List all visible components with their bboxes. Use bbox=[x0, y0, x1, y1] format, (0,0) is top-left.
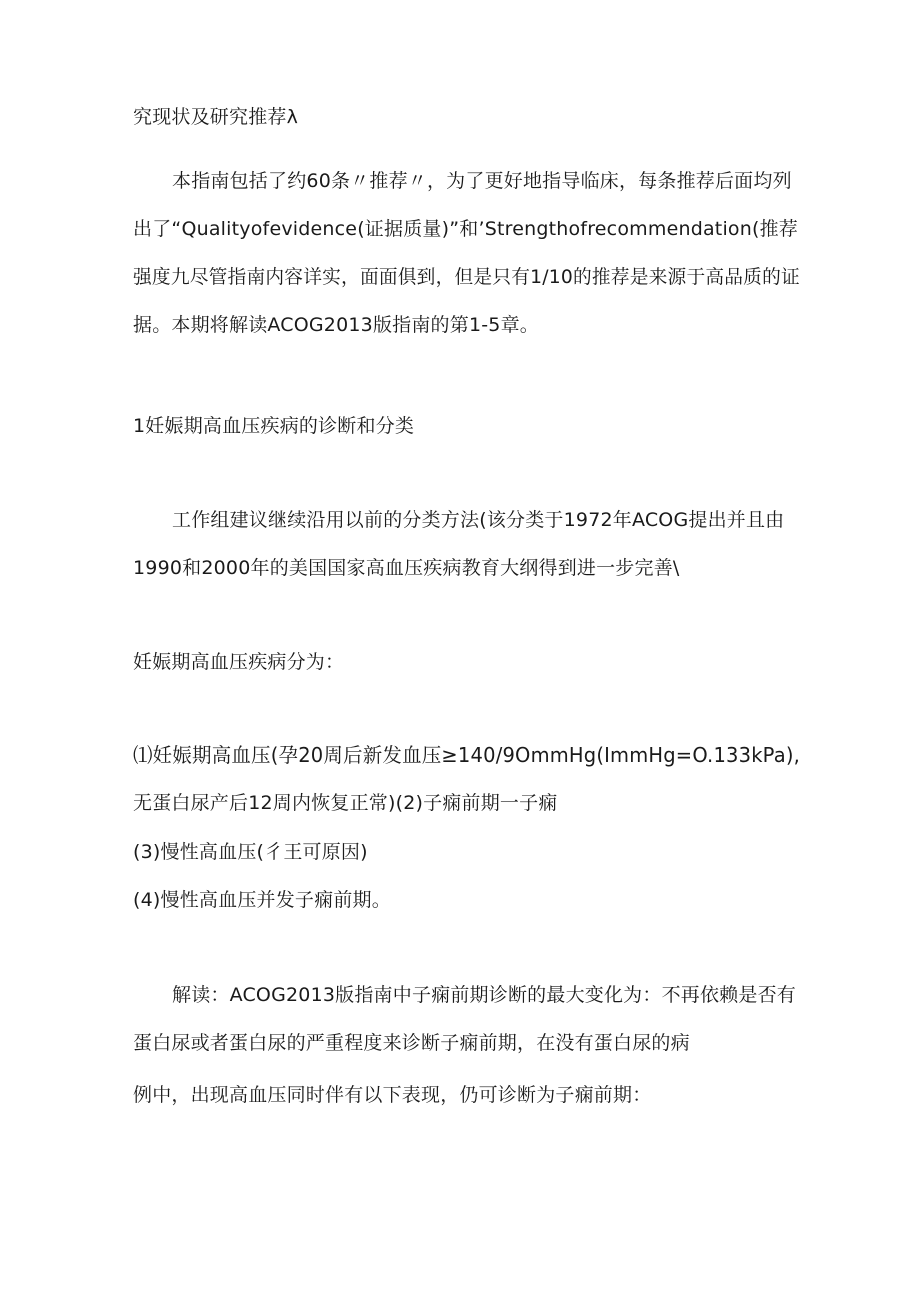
classification-intro: 妊娠期高血压疾病分为： bbox=[133, 651, 345, 673]
paragraph-intro-line-1: 本指南包括了约60条〃推荐〃，为了更好地指导临床，每条推荐后面均列 bbox=[172, 170, 792, 192]
text-line-research-status: 究现状及研究推荐λ bbox=[133, 106, 299, 128]
classification-item-4: (4)慢性高血压并发子痫前期。 bbox=[133, 889, 391, 911]
paragraph-intro-line-3: 强度九尽管指南内容详实，面面俱到，但是只有1/10的推荐是来源于高品质的证 bbox=[133, 266, 800, 288]
paragraph-interpretation-line-2: 蛋白尿或者蛋白尿的严重程度来诊断子痫前期，在没有蛋白尿的病 bbox=[133, 1032, 690, 1054]
paragraph-interpretation-line-3: 例中，出现高血压同时伴有以下表现，仍可诊断为子痫前期： bbox=[133, 1084, 652, 1106]
classification-item-3: (3)慢性高血压(彳王可原因) bbox=[133, 841, 368, 863]
section-heading-1: 1妊娠期高血压疾病的诊断和分类 bbox=[133, 415, 415, 437]
paragraph-workgroup-line-1: 工作组建议继续沿用以前的分类方法(该分类于1972年ACOG提出并且由 bbox=[172, 509, 785, 531]
paragraph-intro-line-2: 出了“Qualityofevidence(证据质量)”和’Strengthofrecommendation(推荐 bbox=[133, 218, 799, 240]
classification-item-1-line-1: ⑴妊娠期高血压(孕20周后新发血压≥140/9OmmHg(ImmHg=O.133kPa), bbox=[133, 743, 801, 767]
paragraph-intro-line-4: 据。本期将解读ACOG2013版指南的第1-5章。 bbox=[133, 314, 539, 336]
paragraph-interpretation-line-1: 解读：ACOG2013版指南中子痫前期诊断的最大变化为：不再依赖是否有 bbox=[172, 984, 796, 1006]
classification-item-1-line-2: 无蛋白尿产后12周内恢复正常)(2)子痫前期一子痫 bbox=[133, 792, 558, 814]
paragraph-workgroup-line-2: 1990和2000年的美国国家高血压疾病教育大纲得到进一步完善\ bbox=[133, 557, 680, 579]
